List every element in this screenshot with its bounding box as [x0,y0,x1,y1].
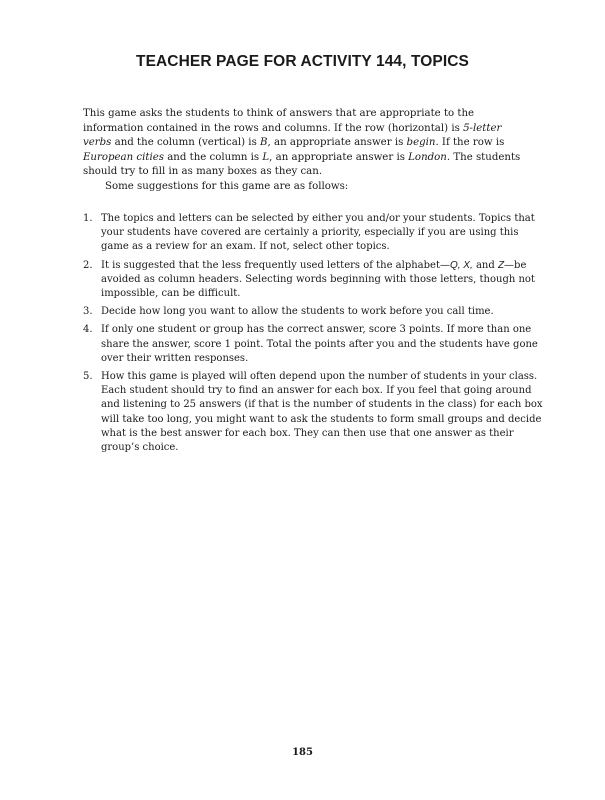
list-item [83,212,543,255]
item-text: If only one student or group has the correct answer, score 3 points. If more than one share the answer, score 1 point. Total the points after you and the students have gone over their written responses. [101,324,538,364]
suggestions-list [83,212,543,459]
page-number: 185 [292,747,313,758]
intro-text: . If the row is [435,137,505,148]
item-text: Decide how long you want to allow the students to work before you call time. [101,306,494,318]
page-title: TEACHER PAGE FOR ACTIVITY 144, TOPICS [136,53,469,70]
intro-text: . The students should try to fill in as many boxes as they can. [83,151,521,177]
intro-section [83,107,525,194]
intro-text: , an appropriate answer is [269,151,409,163]
item-text: It is suggested that the less frequently used letters of the alphabet— [101,259,450,271]
item-number: 5. [83,371,93,383]
item-number: 1. [83,213,93,224]
example-column-letter: L [262,151,270,163]
intro-text: This game asks the students to think of answers that are appropriate to the information contained in the rows and columns. If the row (horizontal) is [83,108,475,134]
item-text: The topics and letters can be selected by either you and/or your students. Topics that your students have covered are certainly a priority, especially if you are using this game as a review for an exam. If not, select other topics. [101,213,535,253]
list-item [83,259,543,302]
item-number: 4. [83,324,93,336]
example-answer: London [408,151,447,163]
example-column-letter: B [260,137,268,148]
item-text: and [472,259,498,271]
suggestions-lead: Some suggestions for this game are as follows: [105,180,349,192]
item-text: —be avoided as column headers. Selecting words beginning with those letters, though not impossible, can be difficult. [101,259,535,300]
example-row-term: 5-letter verbs [83,122,502,148]
intro-text: and the column (vertical) is [111,137,261,148]
item-number: 3. [83,306,93,318]
item-number: 2. [83,259,93,271]
item-text: How this game is played will often depend upon the number of students in your class. Each student should try to find an answer for each box. If you feel that going around and listening to 25 answers (if that is the number of students in the class) for each box will take too long, you might want to ask the students to form small groups and decide what is the best answer for each box. They can then use that one answer as their group’s choice. [101,371,543,454]
intro-text: and the column is [164,151,263,163]
intro-text: , an appropriate answer is [267,137,407,148]
intro-paragraph [83,107,525,180]
list-item [83,370,543,455]
example-row-term: European cities [83,151,164,163]
rare-letter: Z [497,259,505,271]
example-answer: begin [406,137,436,148]
list-item [83,305,543,319]
list-item [83,323,543,366]
rare-letters: Q, X, [449,259,473,271]
